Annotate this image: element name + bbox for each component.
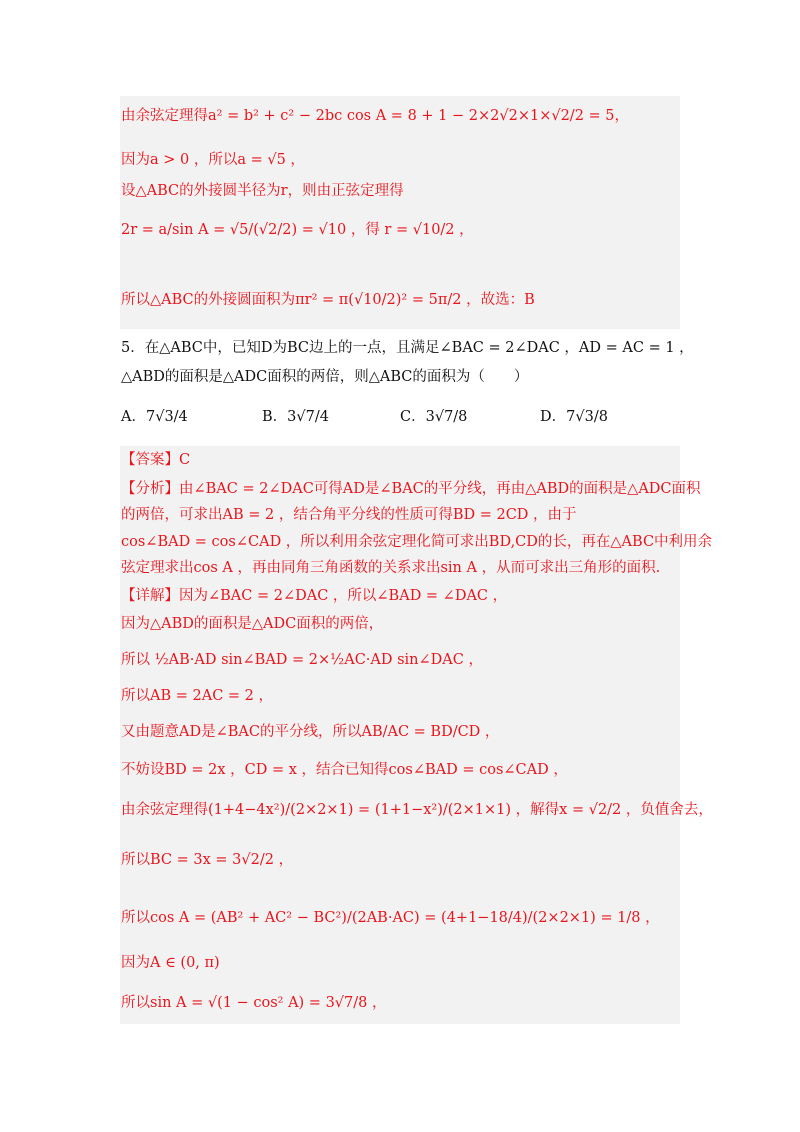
- option-a: [121, 405, 188, 426]
- analysis-line-3: cos∠BAD = cos∠CAD ，所以利用余弦定理化简可求出BD,CD的长，再在△ABC中利用余: [121, 534, 713, 550]
- detail-line-9: 所以cos A = (AB² + AC² − BC²)/(2AB·AC) = (4+1−18/4)/(2×2×1) = 1/8 ，: [121, 910, 660, 926]
- detail-line-3: 所以 ½AB·AD sin∠BAD = 2×½AC·AD sin∠DAC ，: [121, 652, 483, 668]
- option-a-value: 7√3/4: [145, 409, 188, 425]
- option-c: [400, 405, 467, 426]
- detail-line-5: 又由题意AD是∠BAC的平分线，所以AB/AC = BD/CD ，: [121, 724, 500, 740]
- option-a-label: A．: [121, 409, 146, 425]
- prev-solution-line-3: 设△ABC的外接圆半径为r，则由正弦定理得: [121, 183, 404, 199]
- detail-line-7: 由余弦定理得(1+4−4x²)/(2×2×1) = (1+1−x²)/(2×1×1) ，解得x = √2/2 ，负值舍去，: [121, 802, 713, 818]
- prev-solution-line-4: 2r = a/sin A = √5/(√2/2) = √10 ，得 r = √10/2 ，: [121, 222, 474, 238]
- detail-line-1: 【详解】因为∠BAC = 2∠DAC ，所以∠BAD = ∠DAC ，: [121, 588, 508, 604]
- option-d: [540, 405, 608, 426]
- answer-line: 【答案】C: [121, 452, 191, 468]
- option-c-label: C．: [400, 409, 426, 425]
- analysis-line-2: 的两倍，可求出AB = 2 ，结合角平分线的性质可得BD = 2CD ，由于: [121, 507, 577, 523]
- analysis-line-1: 【分析】由∠BAC = 2∠DAC可得AD是∠BAC的平分线，再由△ABD的面积是△ADC面积: [121, 481, 701, 497]
- option-d-value: 7√3/8: [566, 409, 608, 425]
- option-d-label: D．: [540, 409, 567, 425]
- detail-line-10: 因为A ∈ (0, π): [121, 955, 220, 971]
- option-b-value: 3√7/4: [287, 409, 329, 425]
- prev-solution-line-1: 由余弦定理得a² = b² + c² − 2bc cos A = 8 + 1 − 2×2√2×1×√2/2 = 5，: [121, 108, 630, 124]
- prev-solution-line-2: 因为a > 0 ，所以a = √5 ，: [121, 152, 305, 168]
- detail-line-4: 所以AB = 2AC = 2 ，: [121, 688, 273, 704]
- option-c-value: 3√7/8: [425, 409, 468, 425]
- analysis-line-4: 弦定理求出cos A ，再由同角三角函数的关系求出sin A ，从而可求出三角形的面积.: [121, 560, 661, 576]
- option-b: [262, 405, 329, 426]
- detail-line-2: 因为△ABD的面积是△ADC面积的两倍，: [121, 616, 384, 632]
- detail-line-11: 所以sin A = √(1 − cos² A) = 3√7/8 ，: [121, 995, 387, 1011]
- detail-line-8: 所以BC = 3x = 3√2/2 ，: [121, 852, 294, 868]
- detail-line-6: 不妨设BD = 2x ，CD = x ，结合已知得cos∠BAD = cos∠CAD ，: [121, 762, 568, 778]
- option-b-label: B．: [262, 409, 288, 425]
- question-line-1: 5．在△ABC中，已知D为BC边上的一点，且满足∠BAC = 2∠DAC ，AD = AC = 1 ，: [121, 340, 694, 356]
- prev-solution-line-5: 所以△ABC的外接圆面积为πr² = π(√10/2)² = 5π/2 ，故选：B: [121, 292, 535, 308]
- question-line-2: △ABD的面积是△ADC面积的两倍，则△ABC的面积为（ ）: [121, 369, 529, 385]
